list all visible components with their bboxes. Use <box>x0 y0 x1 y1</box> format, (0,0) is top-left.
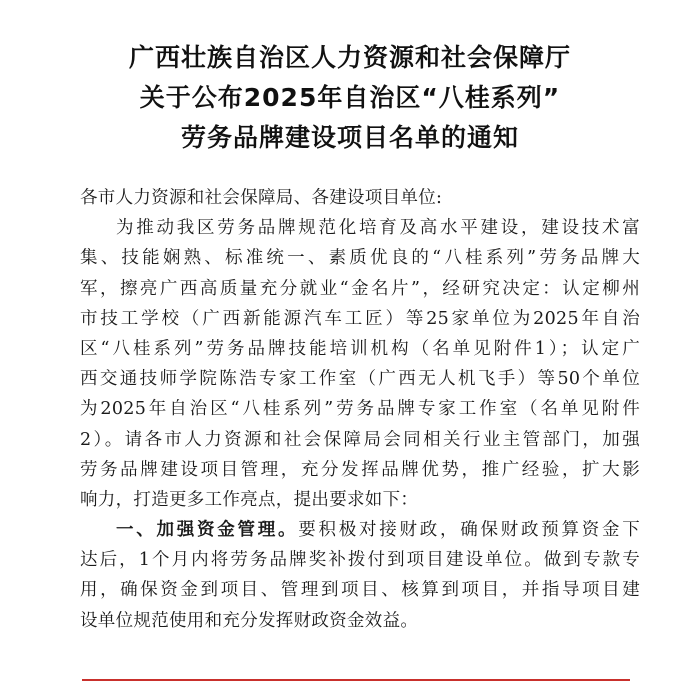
section-1-heading: 一、加强资金管理。 <box>116 520 299 541</box>
intro-line: 为2025年自治区“八桂系列”劳务品牌专家工作室（名单见附件 <box>80 399 640 420</box>
intro-line: 区“八桂系列”劳务品牌技能培训机构（名单见附件1）；认定广 <box>80 338 640 359</box>
document-title <box>0 38 700 158</box>
intro-line: 西交通技师学院陈浩专家工作室（广西无人机飞手）等50个单位 <box>80 369 640 390</box>
intro-line: 2）。请各市人力资源和社会保障局会同相关行业主管部门，加强 <box>80 429 640 450</box>
title-line-3: 劳务品牌建设项目名单的通知 <box>180 123 519 152</box>
intro-line: 为推动我区劳务品牌规范化培育及高水平建设，建设技术富 <box>116 218 640 239</box>
section-1-line: 设单位规范使用和充分发挥财政资金效益。 <box>80 610 419 631</box>
intro-line: 军，擦亮广西高质量充分就业“金名片”，经研究决定：认定柳州 <box>80 278 640 299</box>
section-1-line: 达后，1个月内将劳务品牌奖补拨付到项目建设单位。做到专款专 <box>80 550 640 571</box>
title-line-2: 关于公布2025年自治区“八桂系列” <box>139 83 561 112</box>
intro-line: 市技工学校（广西新能源汽车工匠）等25家单位为2025年自治 <box>80 308 640 329</box>
salutation: 各市人力资源和社会保障局、各建设项目单位: <box>80 188 443 208</box>
document-body <box>80 183 640 636</box>
intro-line: 劳务品牌建设项目管理，充分发挥品牌优势，推广经验，扩大影 <box>80 459 640 480</box>
bottom-divider <box>82 679 630 681</box>
intro-line: 响力，打造更多工作亮点，提出要求如下： <box>80 489 419 510</box>
title-line-1: 广西壮族自治区人力资源和社会保障厅 <box>128 43 571 72</box>
section-1-first-line <box>80 515 640 545</box>
section-1-first-line-text: 要积极对接财政，确保财政预算资金下 <box>298 520 640 541</box>
intro-line: 集、技能娴熟、标准统一、素质优良的“八桂系列”劳务品牌大 <box>80 248 640 269</box>
section-1-line: 用，确保资金到项目、管理到项目、核算到项目，并指导项目建 <box>80 580 640 601</box>
